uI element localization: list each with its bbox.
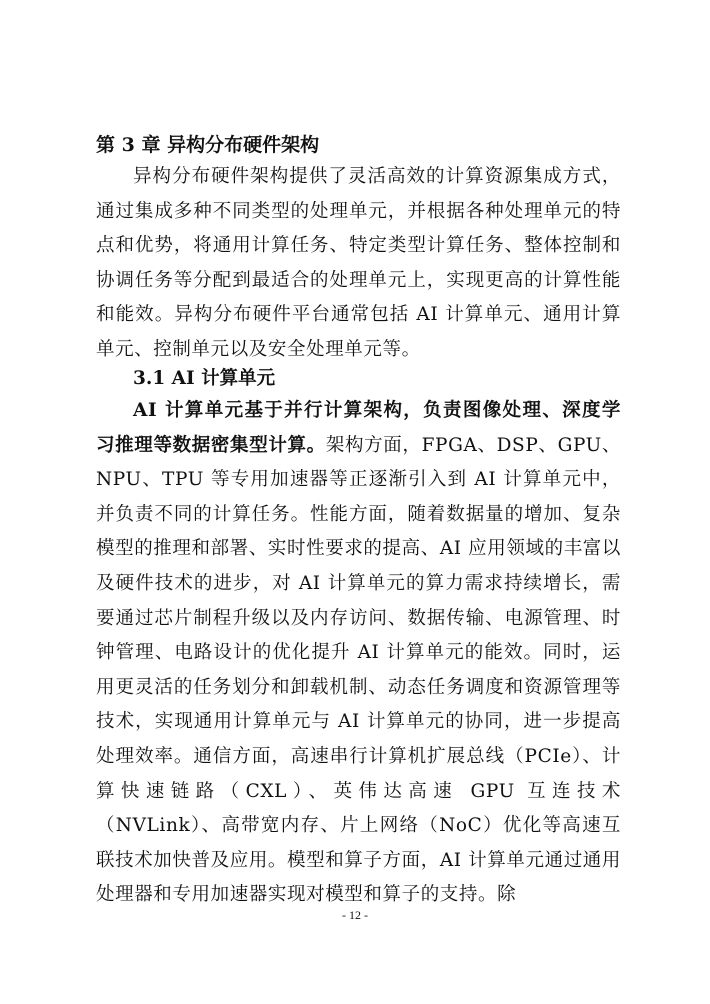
section-lead-sentence: AI 计算单元基于并行计算架构，负责图像处理、深度学习推理等数据密集型计算。 — [96, 400, 621, 456]
chapter-title: 第 3 章 异构分布硬件架构 — [96, 134, 320, 156]
section-body-text: 架构方面，FPGA、DSP、GPU、NPU、TPU 等专用加速器等正逐渐引入到 AI 计算单元中，并负责不同的计算任务。性能方面，随着数据量的增加、复杂模型的推理和部署、实时性要求的提高、AI 应用领域的丰富以及硬件技术的进步，对 AI 计算单元的算力需求持续增长，需要通过芯片制程升级以及内存访问、数据传输、电源管理、时钟管理、电路设计的优化提升 AI 计算单元的能效。同时，运用更灵活的任务划分和卸载机制、动态任务调度和资源管理等技术，实现通用计算单元与 AI 计算单元的协同，进一步提高处理效率。通信方面，高速串行计算机扩展总线（PCIe）、计算快速链路（CXL）、英伟达高速 GPU 互连技术（NVLink）、高带宽内存、片上网络（NoC）优化等高速互联技术加快普及应用。模型和算子方面，AI 计算单元通过通用处理器和专用加速器实现对模型和算子的支持。除 — [96, 434, 622, 906]
section-title: 3.1 AI 计算单元 — [133, 368, 276, 389]
intro-paragraph: 异构分布硬件架构提供了灵活高效的计算资源集成方式，通过集成多种不同类型的处理单元，并根据各种处理单元的特点和优势，将通用计算任务、特定类型计算任务、整体控制和协调任务等分配到最适合的处理单元上，实现更高的计算性能和能效。异构分布硬件平台通常包括 AI 计算单元、通用计算单元、控制单元以及安全处理单元等。 — [96, 166, 621, 360]
page-number: - 12 - — [342, 908, 368, 922]
section-paragraph — [96, 394, 621, 913]
